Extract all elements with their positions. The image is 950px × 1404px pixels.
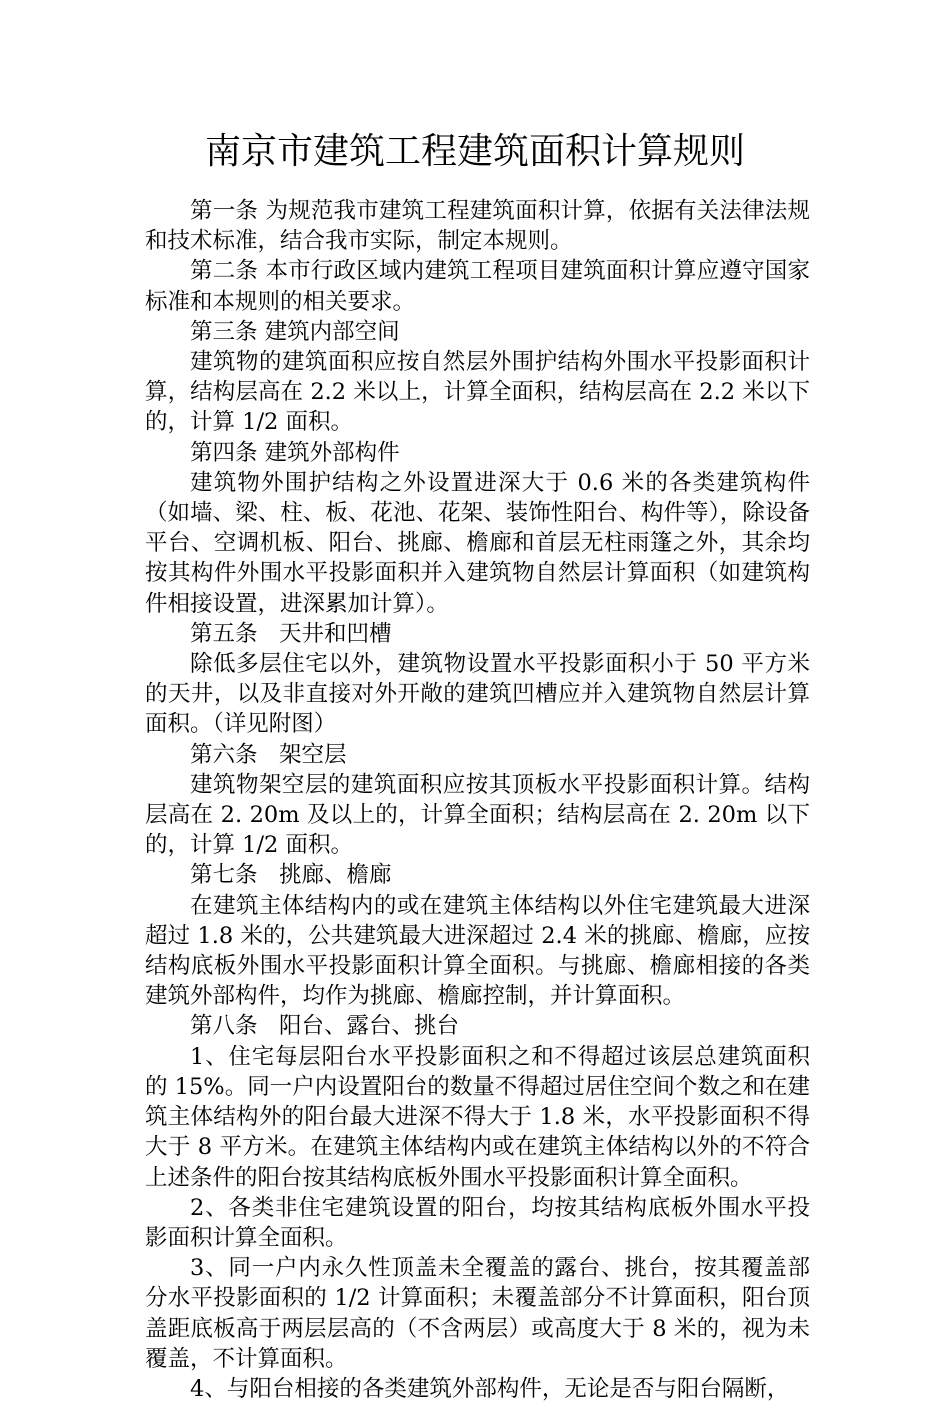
article-paragraph: 在建筑主体结构内的或在建筑主体结构以外住宅建筑最大进深超过 1.8 米的，公共建筑最大进深超过 2.4 米的挑廊、檐廊，应按结构底板外围水平投影面积计算全面积。与挑廊、檐廊相接的各类建筑外部构件，均作为挑廊、檐廊控制，并计算面积。 xyxy=(145,892,810,1010)
article-paragraph: 1、住宅每层阳台水平投影面积之和不得超过该层总建筑面积的 15%。同一户内设置阳台的数量不得超过居住空间个数之和在建筑主体结构外的阳台最大进深不得大于 1.8 米，水平投影面积不得大于 8 平方米。在建筑主体结构内或在建筑主体结构以外的不符合上述条件的阳台按其结构底板外围水平投影面积计算全面积。 xyxy=(145,1043,810,1191)
article-paragraph: 第一条 为规范我市建筑工程建筑面积计算，依据有关法律法规和技术标准，结合我市实际，制定本规则。 xyxy=(145,198,810,255)
article-heading: 第八条 阳台、露台、挑台 xyxy=(190,1013,459,1040)
article-paragraph: 2、各类非住宅建筑设置的阳台，均按其结构底板外围水平投影面积计算全面积。 xyxy=(145,1194,810,1251)
article-heading: 第五条 天井和凹槽 xyxy=(190,620,392,647)
article-paragraph: 除低多层住宅以外，建筑物设置水平投影面积小于 50 平方米的天井，以及非直接对外开敞的建筑凹槽应并入建筑物自然层计算面积。（详见附图） xyxy=(145,651,810,738)
article-heading: 第六条 架空层 xyxy=(190,741,347,768)
article-paragraph: 建筑物外围护结构之外设置进深大于 0.6 米的各类建筑构件（如墙、梁、柱、板、花池、花架、装饰性阳台、构件等），除设备平台、空调机板、阳台、挑廊、檐廊和首层无柱雨篷之外，其余均按其构件外围水平投影面积并入建筑物自然层计算面积（如建筑构件相接设置，进深累加计算）。 xyxy=(145,469,810,617)
article-paragraph: 3、同一户内永久性顶盖未全覆盖的露台、挑台，按其覆盖部分水平投影面积的 1/2 计算面积；未覆盖部分不计算面积，阳台顶盖距底板高于两层层高的（不含两层）或高度大于 8 米的，视为未覆盖，不计算面积。 xyxy=(145,1255,810,1372)
article-paragraph: 建筑物的建筑面积应按自然层外围护结构外围水平投影面积计算，结构层高在 2.2 米以上，计算全面积，结构层高在 2.2 米以下的，计算 1/2 面积。 xyxy=(145,349,810,436)
article-heading: 第四条 建筑外部构件 xyxy=(190,439,400,466)
document-body xyxy=(145,196,810,1404)
article-heading: 第三条 建筑内部空间 xyxy=(190,318,400,345)
document-title: 南京市建筑工程建筑面积计算规则 xyxy=(204,131,745,172)
article-heading: 第七条 挑廊、檐廊 xyxy=(190,862,392,889)
article-paragraph: 建筑物架空层的建筑面积应按其顶板水平投影面积计算。结构层高在 2. 20m 及以上的，计算全面积；结构层高在 2. 20m 以下的，计算 1/2 面积。 xyxy=(145,771,810,859)
article-paragraph: 4、与阳台相接的各类建筑外部构件，无论是否与阳台隔断， xyxy=(190,1375,790,1402)
article-paragraph: 第二条 本市行政区域内建筑工程项目建筑面积计算应遵守国家标准和本规则的相关要求。 xyxy=(145,258,810,315)
